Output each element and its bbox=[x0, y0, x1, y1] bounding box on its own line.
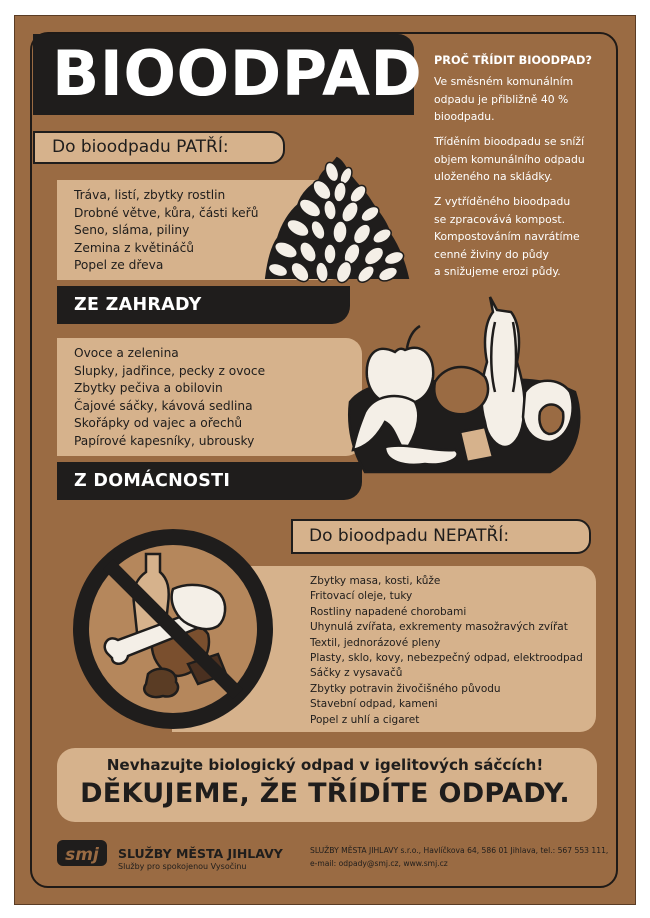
poster-title: BIOODPAD bbox=[52, 37, 423, 110]
smj-logo bbox=[57, 838, 107, 868]
list-item: Fritovací oleje, tuky bbox=[310, 590, 413, 603]
not-belongs-heading: Do bioodpadu NEPATŘÍ: bbox=[309, 526, 510, 546]
address-line-1: SLUŽBY MĚSTA JIHLAVY s.r.o., Havlíčkova 64, 586 01 Jihlava, tel.: 567 553 111, bbox=[310, 846, 609, 855]
why-p2-line: objem komunálního odpadu bbox=[434, 152, 585, 166]
list-item: Skořápky od vajec a ořechů bbox=[74, 416, 243, 430]
household-label: Z DOMÁCNOSTI bbox=[74, 471, 231, 491]
list-item: Zbytky pečiva a obilovin bbox=[74, 381, 223, 395]
why-p3-line: cenné živiny do půdy bbox=[434, 247, 549, 261]
why-p3-line: Z vytříděného bioodpadu bbox=[434, 195, 571, 208]
food-scraps-icon bbox=[345, 282, 595, 487]
org-tagline: Služby pro spokojenou Vysočinu bbox=[118, 862, 247, 871]
garden-label: ZE ZAHRADY bbox=[74, 295, 202, 315]
list-item: Sáčky z vysavačů bbox=[310, 667, 403, 680]
why-p3-line: se zpracovává kompost. bbox=[434, 212, 566, 226]
list-item: Papírové kapesníky, ubrousky bbox=[74, 433, 255, 448]
list-item: Slupky, jadřince, pecky z ovoce bbox=[74, 363, 266, 378]
list-item: Tráva, listí, zbytky rostlin bbox=[74, 188, 226, 202]
org-name: SLUŽBY MĚSTA JIHLAVY bbox=[118, 846, 283, 861]
list-item: Rostliny napadené chorobami bbox=[310, 605, 467, 618]
list-item: Drobné větve, kůra, části keřů bbox=[74, 205, 259, 220]
list-item: Stavební odpad, kameni bbox=[310, 698, 438, 711]
list-item: Popel z uhlí a cigaret bbox=[310, 713, 420, 726]
leaf-pile-icon bbox=[262, 150, 412, 300]
why-p2-line: Tříděním bioodpadu se sníží bbox=[434, 135, 585, 148]
why-p1-line: Ve směsném komunálním bbox=[434, 75, 574, 88]
list-item: Uhynulá zvířata, exkrementy masožravých zvířat bbox=[310, 621, 568, 634]
why-paragraph-1 bbox=[434, 73, 614, 126]
thank-you-message: DĚKUJEME, ŽE TŘÍDÍTE ODPADY. bbox=[80, 778, 570, 809]
list-item: Textil, jednorázové pleny bbox=[310, 636, 441, 649]
plastic-bag-warning: Nevhazujte biologický odpad v igelitových sáčcích! bbox=[106, 756, 544, 774]
garden-list bbox=[74, 187, 258, 275]
prohibited-sign-icon bbox=[68, 524, 278, 734]
belongs-heading: Do bioodpadu PATŘÍ: bbox=[52, 137, 229, 157]
why-heading: PROČ TŘÍDIT BIOODPAD? bbox=[434, 54, 592, 67]
list-item: Čajové sáčky, kávová sedlina bbox=[74, 398, 253, 413]
list-item: Ovoce a zelenina bbox=[74, 346, 179, 360]
logo-text: smj bbox=[65, 845, 99, 865]
not-list bbox=[310, 574, 583, 728]
why-p2-line: uloženého na skládky. bbox=[434, 170, 553, 183]
why-p1-line: bioodpadu. bbox=[434, 110, 495, 123]
why-p3-line: a snižujeme erozi půdy. bbox=[434, 265, 561, 278]
list-item: Zemina z květináčů bbox=[74, 240, 194, 255]
household-list bbox=[74, 345, 265, 450]
list-item: Zbytky potravin živočišného původu bbox=[310, 682, 501, 695]
why-paragraph-2 bbox=[434, 133, 614, 186]
list-item: Zbytky masa, kosti, kůže bbox=[310, 575, 441, 587]
list-item: Popel ze dřeva bbox=[74, 258, 164, 272]
list-item: Plasty, sklo, kovy, nebezpečný odpad, elektroodpad bbox=[310, 652, 583, 665]
list-item: Seno, sláma, piliny bbox=[74, 223, 190, 237]
address-line-2: e-mail: odpady@smj.cz, www.smj.cz bbox=[310, 859, 448, 868]
why-paragraph-3 bbox=[434, 193, 614, 281]
why-p1-line: odpadu je přibližně 40 % bbox=[434, 92, 569, 106]
why-p3-line: Kompostováním navrátíme bbox=[434, 230, 580, 243]
